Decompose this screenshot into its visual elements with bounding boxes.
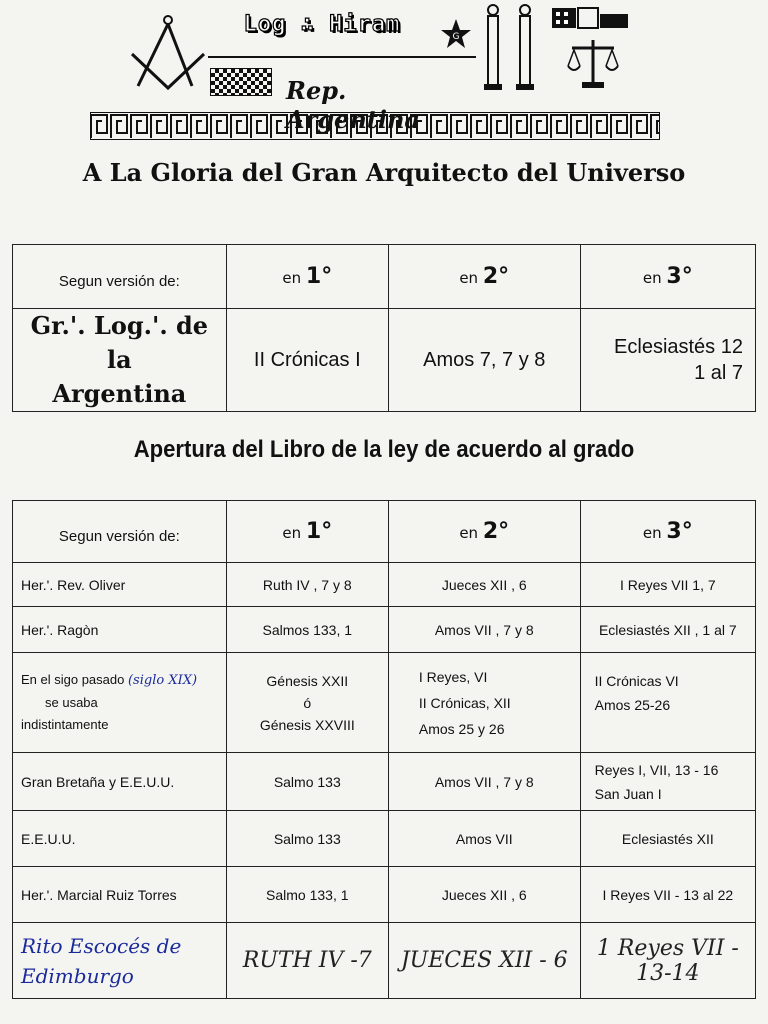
reading-line: II Crónicas, XII <box>418 694 511 711</box>
row-name-line <box>21 669 218 692</box>
row-name: Gran Bretaña y E.E.U.U. <box>13 753 227 811</box>
reading-line: Amos 25 y 26 <box>418 720 505 737</box>
table-row <box>13 811 756 867</box>
table-row <box>13 753 756 811</box>
pillar-icon <box>514 4 536 92</box>
header-degree-2 <box>388 245 580 309</box>
degree-3-reading <box>580 309 755 412</box>
reading-line: Reyes I, VII, 13 - 16 <box>594 761 719 778</box>
degree-2-reading: Jueces XII , 6 <box>388 563 580 607</box>
header-degree-3 <box>580 245 755 309</box>
table-header-row <box>13 501 756 563</box>
scales-of-justice-icon <box>566 36 620 90</box>
opening-readings-table <box>12 500 756 999</box>
row-name: Her.'. Ragòn <box>13 607 227 653</box>
row-name: Her.'. Marcial Ruiz Torres <box>13 867 227 923</box>
building-icon <box>550 4 630 30</box>
table-header-row <box>13 245 756 309</box>
row-name: Her.'. Rev. Oliver <box>13 563 227 607</box>
degree-prefix: en <box>642 524 662 542</box>
reading-line: Génesis XXVIII <box>259 716 355 733</box>
row-name-text: En el sigo pasado <box>21 672 125 687</box>
degree-prefix: en <box>282 524 302 542</box>
degree-2-reading: Amos VII , 7 y 8 <box>388 753 580 811</box>
reading-line: Amos 25-26 <box>594 697 671 713</box>
lodge-name: Log ∴ Hiram <box>243 12 401 37</box>
handwritten-note: (siglo XIX) <box>127 673 198 688</box>
degree-3-reading: I Reyes VII 1, 7 <box>580 563 755 607</box>
header-label: Segun versión de: <box>13 501 227 563</box>
degree-2-reading: Jueces XII , 6 <box>388 867 580 923</box>
degree-number: 3° <box>666 264 693 289</box>
degree-1-reading: Salmo 133, 1 <box>226 867 388 923</box>
degree-number: 1° <box>305 519 333 544</box>
country-label: Rep. <box>286 76 347 105</box>
degree-3-reading: 1 Reyes VII - 13-14 <box>580 923 755 999</box>
reading-line: Génesis XXII <box>266 672 349 689</box>
reading-line: ó <box>303 694 312 711</box>
row-name <box>13 309 227 412</box>
degree-number: 3° <box>666 519 693 544</box>
degree-2-reading: Amos 7, 7 y 8 <box>388 309 580 412</box>
degree-number: 2° <box>482 519 510 544</box>
degree-3-reading <box>580 753 755 811</box>
degree-number: 2° <box>482 264 510 289</box>
degree-3-reading <box>580 653 755 753</box>
header-label: Segun versión de: <box>13 245 227 309</box>
greek-key-border <box>90 112 660 140</box>
table-row <box>13 607 756 653</box>
degree-2-reading: JUECES XII - 6 <box>388 923 580 999</box>
degree-1-reading: II Crónicas I <box>226 309 388 412</box>
row-name-line: Gr.'. Log.'. de la <box>30 311 209 374</box>
reading-line: Eclesiastés 12 <box>614 336 743 358</box>
degree-1-reading: RUTH IV -7 <box>226 923 388 999</box>
degree-prefix: en <box>459 269 479 287</box>
table-row <box>13 923 756 999</box>
degree-prefix: en <box>642 269 662 287</box>
table-row <box>13 653 756 753</box>
degree-2-reading: Amos VII , 7 y 8 <box>388 607 580 653</box>
degree-2-reading: Amos VII <box>388 811 580 867</box>
degree-1-reading: Salmo 133 <box>226 811 388 867</box>
table-row <box>13 309 756 412</box>
degree-1-reading: Salmo 133 <box>226 753 388 811</box>
row-name-line: Argentina <box>52 379 187 408</box>
header-degree-3 <box>580 501 755 563</box>
header-degree-2 <box>388 501 580 563</box>
star-letter: G <box>452 32 460 42</box>
row-name <box>13 653 227 753</box>
row-name-line: se usaba <box>45 695 98 710</box>
degree-number: 1° <box>305 264 333 289</box>
row-name-line: Edimburgo <box>21 963 134 988</box>
table-row <box>13 563 756 607</box>
table-row <box>13 867 756 923</box>
degree-1-reading: Salmos 133, 1 <box>226 607 388 653</box>
degree-3-reading: Eclesiastés XII <box>580 811 755 867</box>
dedication-title: A La Gloria del Gran Arquitecto del Universo <box>82 158 686 187</box>
square-and-compass-icon <box>128 14 208 94</box>
grand-lodge-table <box>12 244 756 412</box>
star-icon <box>440 18 472 50</box>
degree-1-reading: Ruth IV , 7 y 8 <box>226 563 388 607</box>
reading-line: II Crónicas VI <box>594 673 679 689</box>
reading-line: I Reyes, VI <box>418 668 488 685</box>
header-rule <box>208 56 476 58</box>
row-name <box>13 923 227 999</box>
header-degree-1 <box>226 245 388 309</box>
degree-1-reading <box>226 653 388 753</box>
section-title: Apertura del Libro de la ley de acuerdo al grado <box>133 436 635 463</box>
degree-prefix: en <box>282 269 302 287</box>
degree-3-reading: I Reyes VII - 13 al 22 <box>580 867 755 923</box>
row-name-line: indistintamente <box>21 717 109 732</box>
degree-2-reading <box>388 653 580 753</box>
degree-prefix: en <box>459 524 479 542</box>
pillar-icon <box>482 4 504 92</box>
reading-line: San Juan I <box>594 785 662 802</box>
row-name-line: Rito Escocés de <box>21 933 182 958</box>
degree-3-reading: Eclesiastés XII , 1 al 7 <box>580 607 755 653</box>
row-name: E.E.U.U. <box>13 811 227 867</box>
header-degree-1 <box>226 501 388 563</box>
reading-line: 1 al 7 <box>694 362 743 384</box>
checkered-floor-icon <box>210 68 272 96</box>
